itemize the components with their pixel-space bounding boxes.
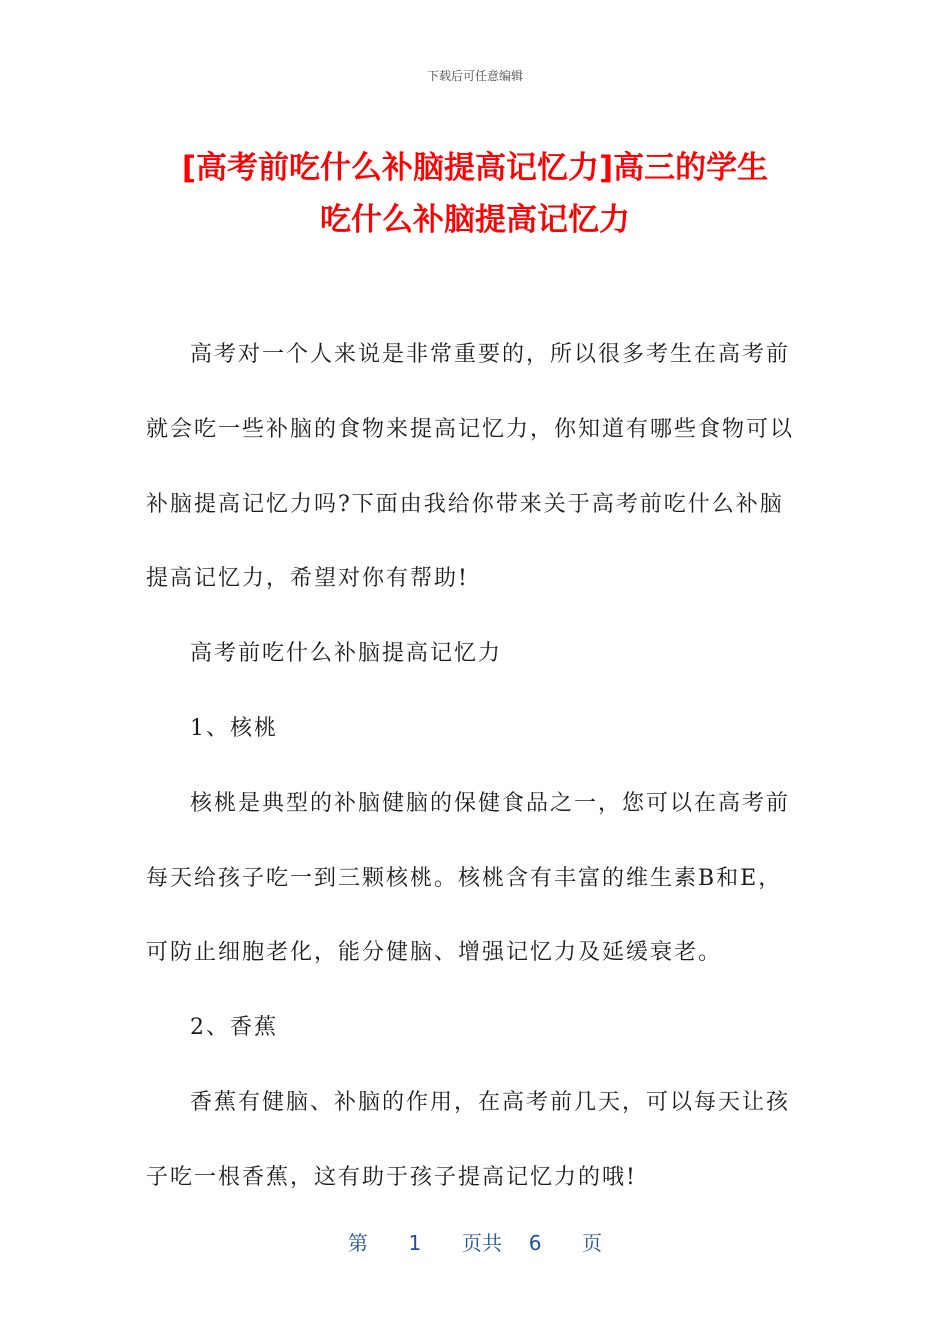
title-line-2: 吃什么补脑提高记忆力 bbox=[320, 202, 630, 238]
footer-suffix: 页 bbox=[582, 1231, 603, 1255]
title-line-1: [高考前吃什么补脑提高记忆力]高三的学生 bbox=[181, 150, 769, 186]
footer-mid: 页共 bbox=[462, 1231, 502, 1255]
paragraph-intro: 高考对一个人来说是非常重要的，所以很多考生在高考前就会吃一些补脑的食物来提高记忆力，你知道有哪些食物可以补脑提高记忆力吗?下面由我给你带来关于高考前吃什么补脑提高记忆力，希望对你有帮助! bbox=[146, 342, 795, 592]
footer-prefix: 第 bbox=[347, 1231, 368, 1255]
paragraph-item-banana: 2、香蕉 bbox=[190, 1015, 278, 1041]
document-title bbox=[120, 142, 830, 246]
footer-current-page: 1 bbox=[408, 1231, 422, 1255]
paragraph-banana-detail: 香蕉有健脑、补脑的作用，在高考前几天，可以每天让孩子吃一根香蕉，这有助于孩子提高记忆力的哦! bbox=[146, 1089, 791, 1190]
paragraph-item-walnut: 1、核桃 bbox=[190, 715, 278, 741]
page-footer bbox=[0, 1227, 950, 1256]
document-body bbox=[146, 318, 806, 1216]
paragraph-walnut-detail: 核桃是典型的补脑健脑的保健食品之一，您可以在高考前每天给孩子吃一到三颗核桃。核桃含有丰富的维生素B和E，可防止细胞老化，能分健脑、增强记忆力及延缓衰老。 bbox=[146, 790, 791, 966]
paragraph-section-heading: 高考前吃什么补脑提高记忆力 bbox=[190, 641, 503, 667]
header-note: 下载后可任意编辑 bbox=[426, 69, 523, 83]
footer-total-pages: 6 bbox=[528, 1231, 542, 1255]
